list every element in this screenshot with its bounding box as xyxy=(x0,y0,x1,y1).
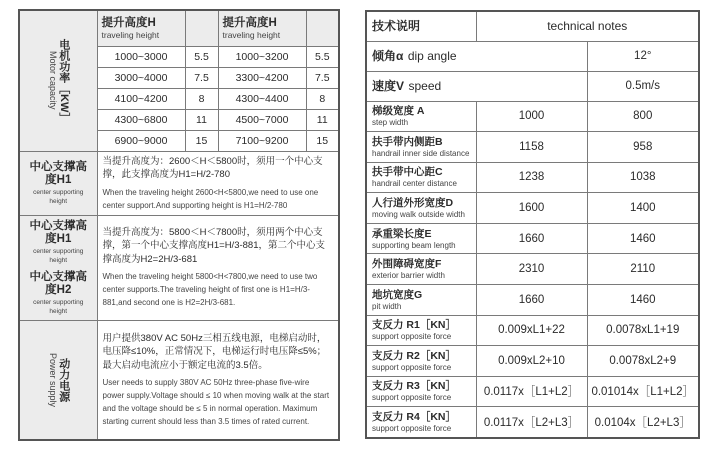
height-range-cell: 4500~7000 xyxy=(218,109,306,130)
technical-notes-title-en: technical notes xyxy=(476,11,699,41)
spec-label: 外围障碍宽度F exterior barrier width xyxy=(366,254,476,285)
height-range-cell: 4300~4400 xyxy=(218,88,306,109)
spec-value-2: 1460 xyxy=(587,284,699,315)
motor-capacity-label: 电机功率［KW］ Motor capacity xyxy=(19,10,97,151)
spec-value-2: 800 xyxy=(587,101,699,132)
height-range-cell: 3300~4200 xyxy=(218,67,306,88)
center-support-2-text: 当提升高度为：5800＜H＜7800时，须用两个中心支撑，第一个中心支撑高度H1=H/3-881，第二个中心支撑高度为H2=2H/3-681 When the traveling height 5800<H<7800,we need to use two center supports.The traveling height of first one is H1=H/3-881,and second one is H2=2H/3-681. xyxy=(97,215,339,320)
kw-cell: 11 xyxy=(185,109,218,130)
spec-label: 支反力 R4［KN］ support opposite force xyxy=(366,407,476,438)
kw-cell: 5.5 xyxy=(306,46,339,67)
spec-value-2: 958 xyxy=(587,132,699,163)
height-range-cell: 3000~4000 xyxy=(97,67,185,88)
spec-value-1: 1000 xyxy=(476,101,587,132)
table-row xyxy=(366,346,699,377)
table-row xyxy=(366,376,699,407)
spec-value-1: 1660 xyxy=(476,284,587,315)
speed-value: 0.5m/s xyxy=(587,71,699,101)
table-row xyxy=(366,223,699,254)
spec-value-2: 0.01014x［L1+L2］ xyxy=(587,376,699,407)
dip-angle-value: 12° xyxy=(587,41,699,71)
kw-header-2 xyxy=(306,10,339,46)
spec-label: 支反力 R2［KN］ support opposite force xyxy=(366,346,476,377)
table-row xyxy=(366,407,699,438)
kw-cell: 5.5 xyxy=(185,46,218,67)
technical-notes-title-zh: 技术说明 xyxy=(366,11,476,41)
spec-value-2: 1038 xyxy=(587,162,699,193)
spec-label: 支反力 R3［KN］ support opposite force xyxy=(366,376,476,407)
speed-label: 速度V speed xyxy=(366,71,587,101)
table-row xyxy=(366,315,699,346)
spec-value-2: 0.0078xL2+9 xyxy=(587,346,699,377)
left-spec-table xyxy=(18,9,340,441)
kw-cell: 7.5 xyxy=(185,67,218,88)
spec-value-1: 2310 xyxy=(476,254,587,285)
spec-label: 支反力 R1［KN］ support opposite force xyxy=(366,315,476,346)
spec-label: 扶手带中心距C handrail center distance xyxy=(366,162,476,193)
spec-value-1: 0.0117x［L1+L2］ xyxy=(476,376,587,407)
spec-label: 扶手带内侧距B handrail inner side distance xyxy=(366,132,476,163)
center-support-1-text: 当提升高度为：2600＜H＜5800时，须用一个中心支撑，此支撑高度为H1=H/2-780 When the traveling height 2600<H<5800,we need to use one center support.And supporting height is H1=H/2-780 xyxy=(97,151,339,215)
spec-value-1: 0.0117x［L2+L3］ xyxy=(476,407,587,438)
table-row xyxy=(366,162,699,193)
height-range-cell: 7100~9200 xyxy=(218,130,306,151)
spec-value-2: 1460 xyxy=(587,223,699,254)
kw-cell: 11 xyxy=(306,109,339,130)
height-header-1: 提升高度H traveling height xyxy=(97,10,185,46)
kw-cell: 15 xyxy=(306,130,339,151)
kw-cell: 7.5 xyxy=(306,67,339,88)
kw-cell: 8 xyxy=(185,88,218,109)
kw-header-1 xyxy=(185,10,218,46)
spec-value-2: 0.0078xL1+19 xyxy=(587,315,699,346)
table-row xyxy=(366,132,699,163)
spec-value-1: 0.009xL2+10 xyxy=(476,346,587,377)
spec-value-1: 1238 xyxy=(476,162,587,193)
table-row xyxy=(366,193,699,224)
spec-label: 人行道外形宽度D moving walk outside width xyxy=(366,193,476,224)
center-support-h1-label: 中心支撑高度H1 center supporting height xyxy=(19,151,97,215)
spec-value-2: 0.0104x［L2+L3］ xyxy=(587,407,699,438)
spec-value-1: 1158 xyxy=(476,132,587,163)
center-support-h1-h2-label: 中心支撑高度H1 center supporting height 中心支撑高度H2 center supporting height xyxy=(19,215,97,320)
spec-value-2: 2110 xyxy=(587,254,699,285)
spec-label: 承重梁长度E supporting beam length xyxy=(366,223,476,254)
kw-cell: 8 xyxy=(306,88,339,109)
table-row xyxy=(366,284,699,315)
spec-label: 地坑宽度G pit width xyxy=(366,284,476,315)
kw-cell: 15 xyxy=(185,130,218,151)
spec-value-1: 0.009xL1+22 xyxy=(476,315,587,346)
spec-label: 梯级宽度 A step width xyxy=(366,101,476,132)
height-header-2: 提升高度H traveling height xyxy=(218,10,306,46)
height-range-cell: 1000~3200 xyxy=(218,46,306,67)
table-row xyxy=(366,254,699,285)
spec-value-2: 1400 xyxy=(587,193,699,224)
height-range-cell: 6900~9000 xyxy=(97,130,185,151)
height-range-cell: 1000~3000 xyxy=(97,46,185,67)
right-spec-table xyxy=(365,10,700,439)
table-row xyxy=(366,101,699,132)
power-supply-text: 用户提供380V AC 50Hz三相五线电源，电梯启动时，电压降≤10%，正常情况下，电梯运行时电压降≤5%；最大启动电流应小于额定电流的3.5倍。 User needs to supply 380V AC 50Hz three-phase five-wire power supply.Voltage should ≤ 10 when moving walk at the start and the voltage should be ≤ 5 in normal operation. Maximum starting current should less than 3.5 times of rated current. xyxy=(97,320,339,440)
height-range-cell: 4100~4200 xyxy=(97,88,185,109)
spec-value-1: 1660 xyxy=(476,223,587,254)
power-supply-label: 动力电源 Power supply xyxy=(19,320,97,440)
height-range-cell: 4300~6800 xyxy=(97,109,185,130)
spec-value-1: 1600 xyxy=(476,193,587,224)
dip-angle-label: 倾角α dip angle xyxy=(366,41,587,71)
